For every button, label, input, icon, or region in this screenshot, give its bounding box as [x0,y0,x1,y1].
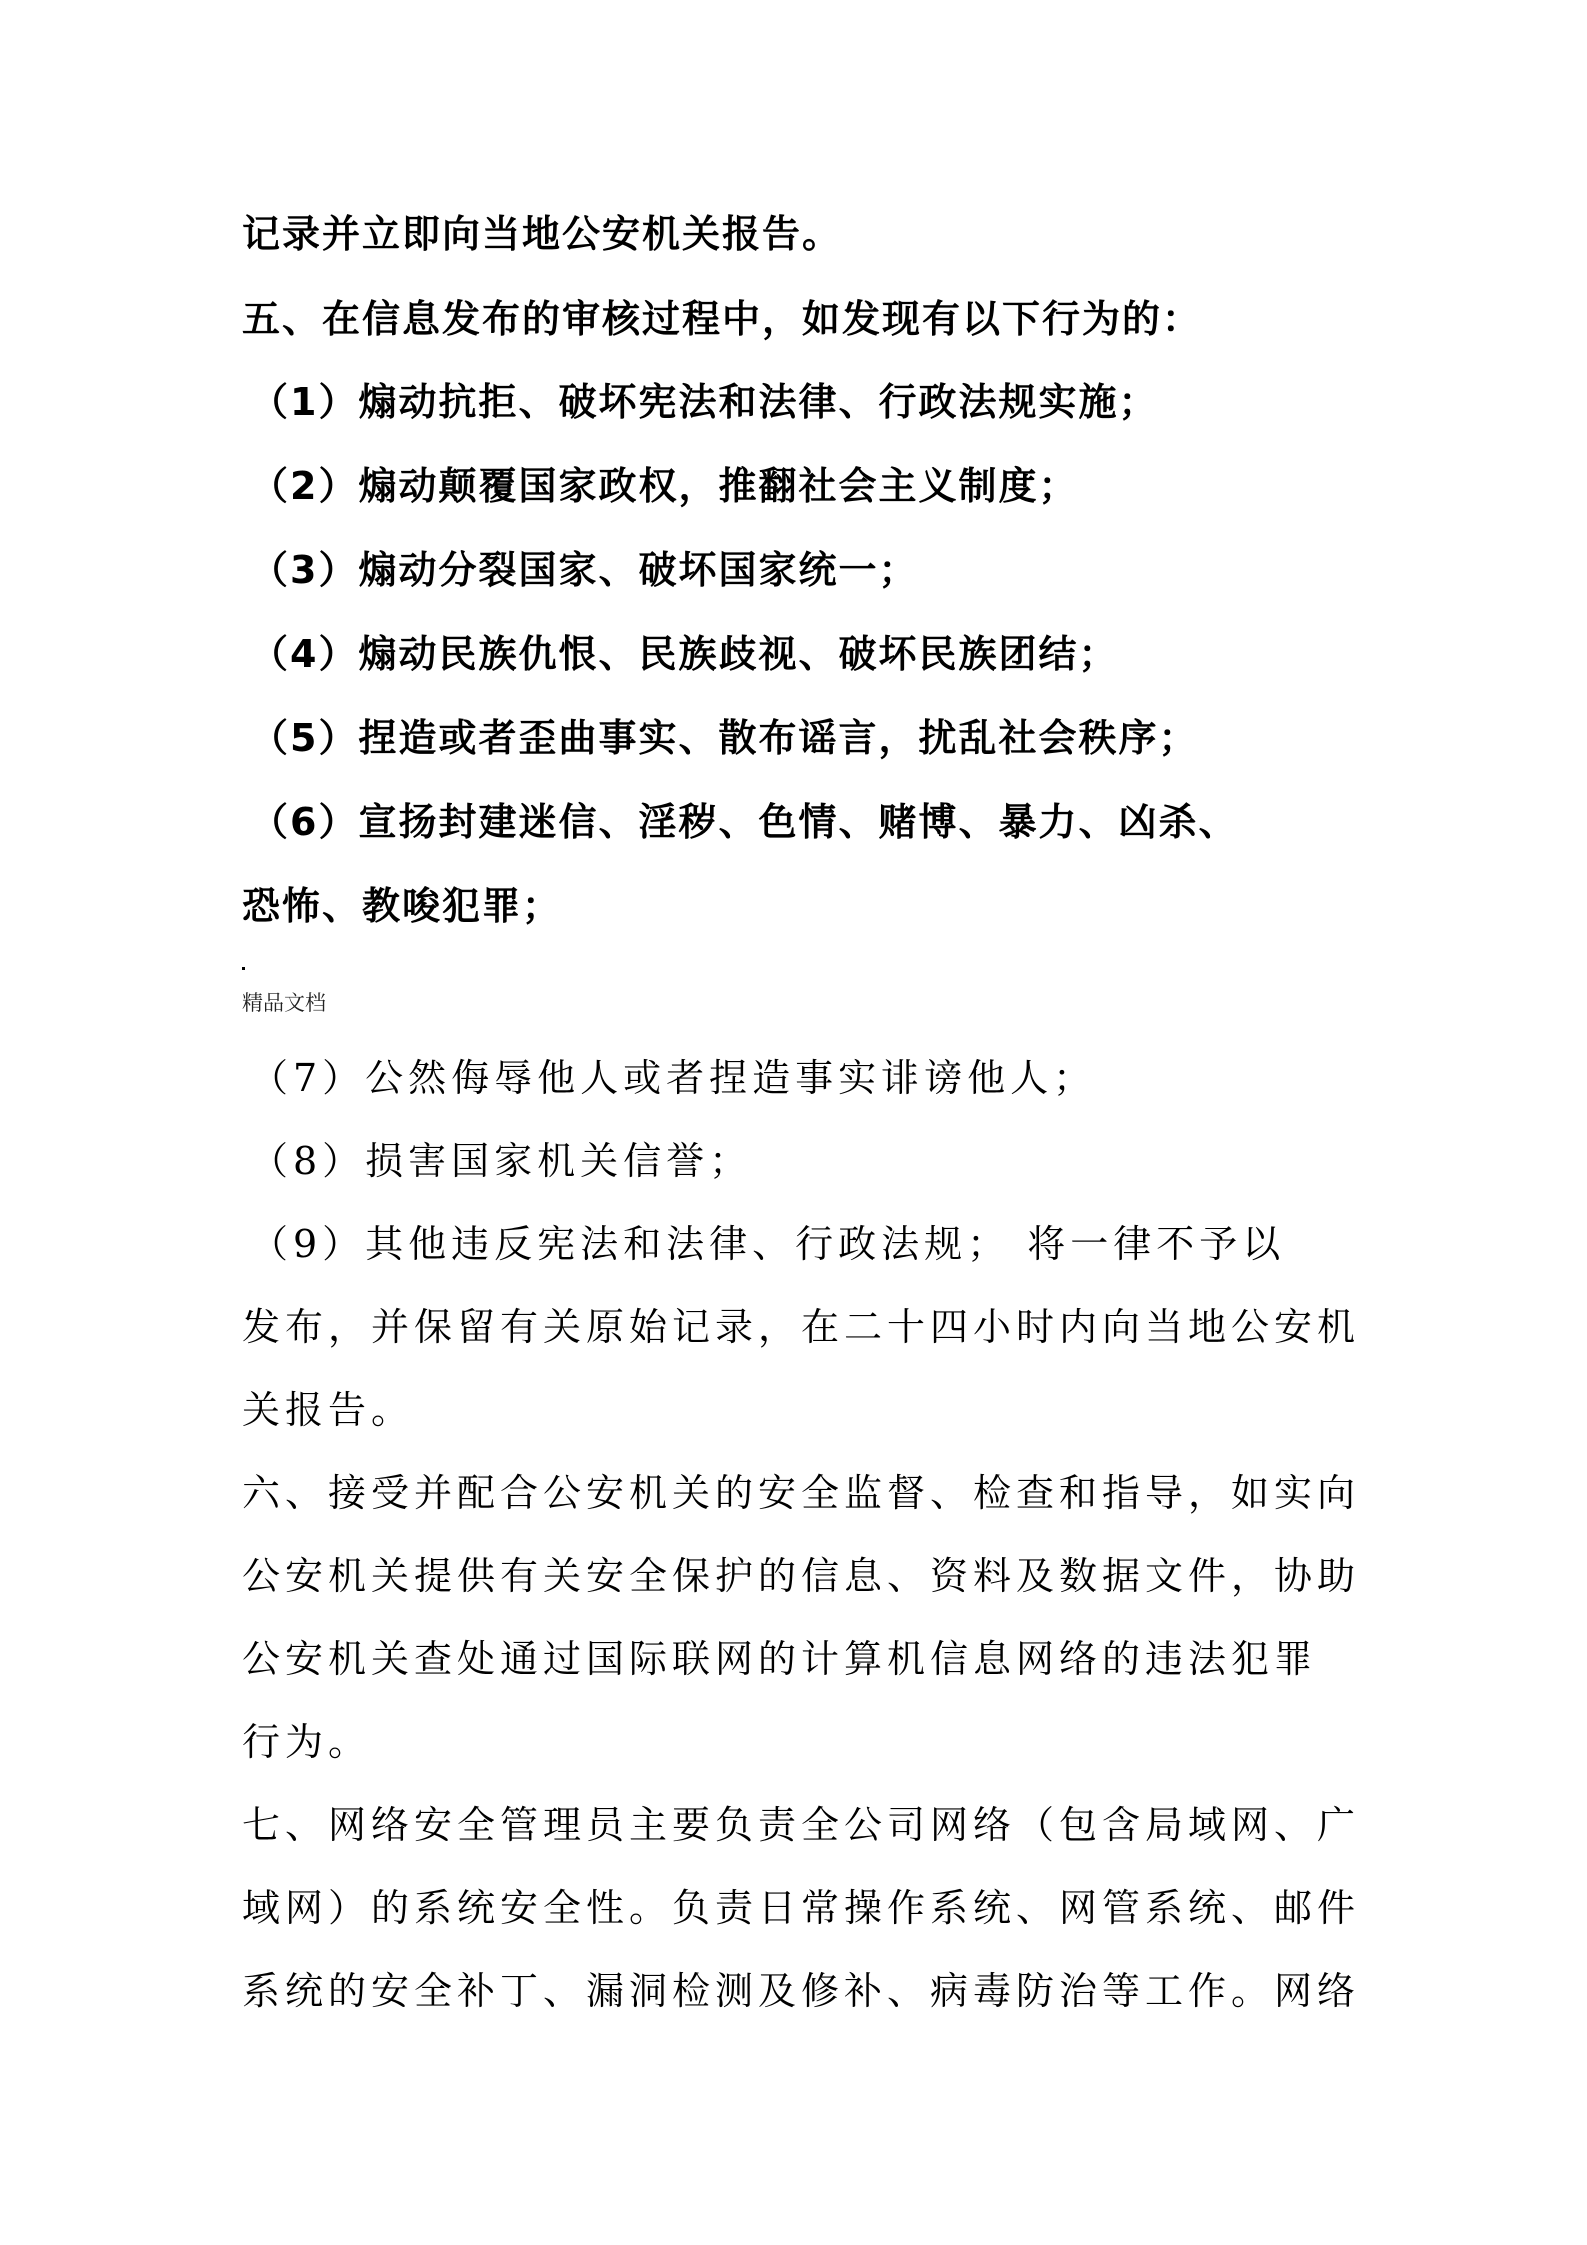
section-seven-paragraph: 七、网络安全管理员主要负责全公司网络（包含局域网、广 [242,1803,1361,1847]
list-item-1: （1）煽动抗拒、破坏宪法和法律、行政法规实施； [250,380,1159,424]
list-item-7: （7）公然侮辱他人或者捏造事实诽谤他人； [250,1056,1097,1100]
section-six-paragraph: 六、接受并配合公安机关的安全监督、检查和指导，如实向 [242,1471,1361,1515]
list-item-4: （4）煽动民族仇恨、民族歧视、破坏民族团结； [250,632,1119,676]
paragraph-line: 系统的安全补丁、漏洞检测及修补、病毒防治等工作。网络 [242,1969,1361,2013]
paragraph-line: 域网）的系统安全性。负责日常操作系统、网管系统、邮件 [242,1886,1361,1930]
list-item-2: （2）煽动颠覆国家政权，推翻社会主义制度； [250,464,1079,508]
page-break-dot [242,967,245,970]
paragraph-line: 行为。 [242,1720,372,1764]
paragraph-line: 公安机关查处通过国际联网的计算机信息网络的违法犯罪 [242,1637,1318,1681]
section-five-heading: 五、在信息发布的审核过程中，如发现有以下行为的： [242,297,1203,341]
paragraph-line: 公安机关提供有关安全保护的信息、资料及数据文件，协助 [242,1554,1361,1598]
list-item-5: （5）捏造或者歪曲事实、散布谣言，扰乱社会秩序； [250,716,1199,760]
paragraph-line: 发布，并保留有关原始记录，在二十四小时内向当地公安机 [242,1305,1361,1349]
list-item-3: （3）煽动分裂国家、破坏国家统一； [250,548,919,592]
list-item-6: （6）宣扬封建迷信、淫秽、色情、赌博、暴力、凶杀、 [250,800,1239,844]
watermark-label: 精品文档 [242,991,326,1015]
list-item-8: （8）损害国家机关信誉； [250,1139,753,1183]
paragraph-line: 关报告。 [242,1388,415,1432]
list-item-6-continued: 恐怖、教唆犯罪； [242,884,563,928]
list-item-9: （9）其他违反宪法和法律、行政法规； 将一律不予以 [250,1222,1286,1266]
paragraph-line: 记录并立即向当地公安机关报告。 [242,212,843,256]
